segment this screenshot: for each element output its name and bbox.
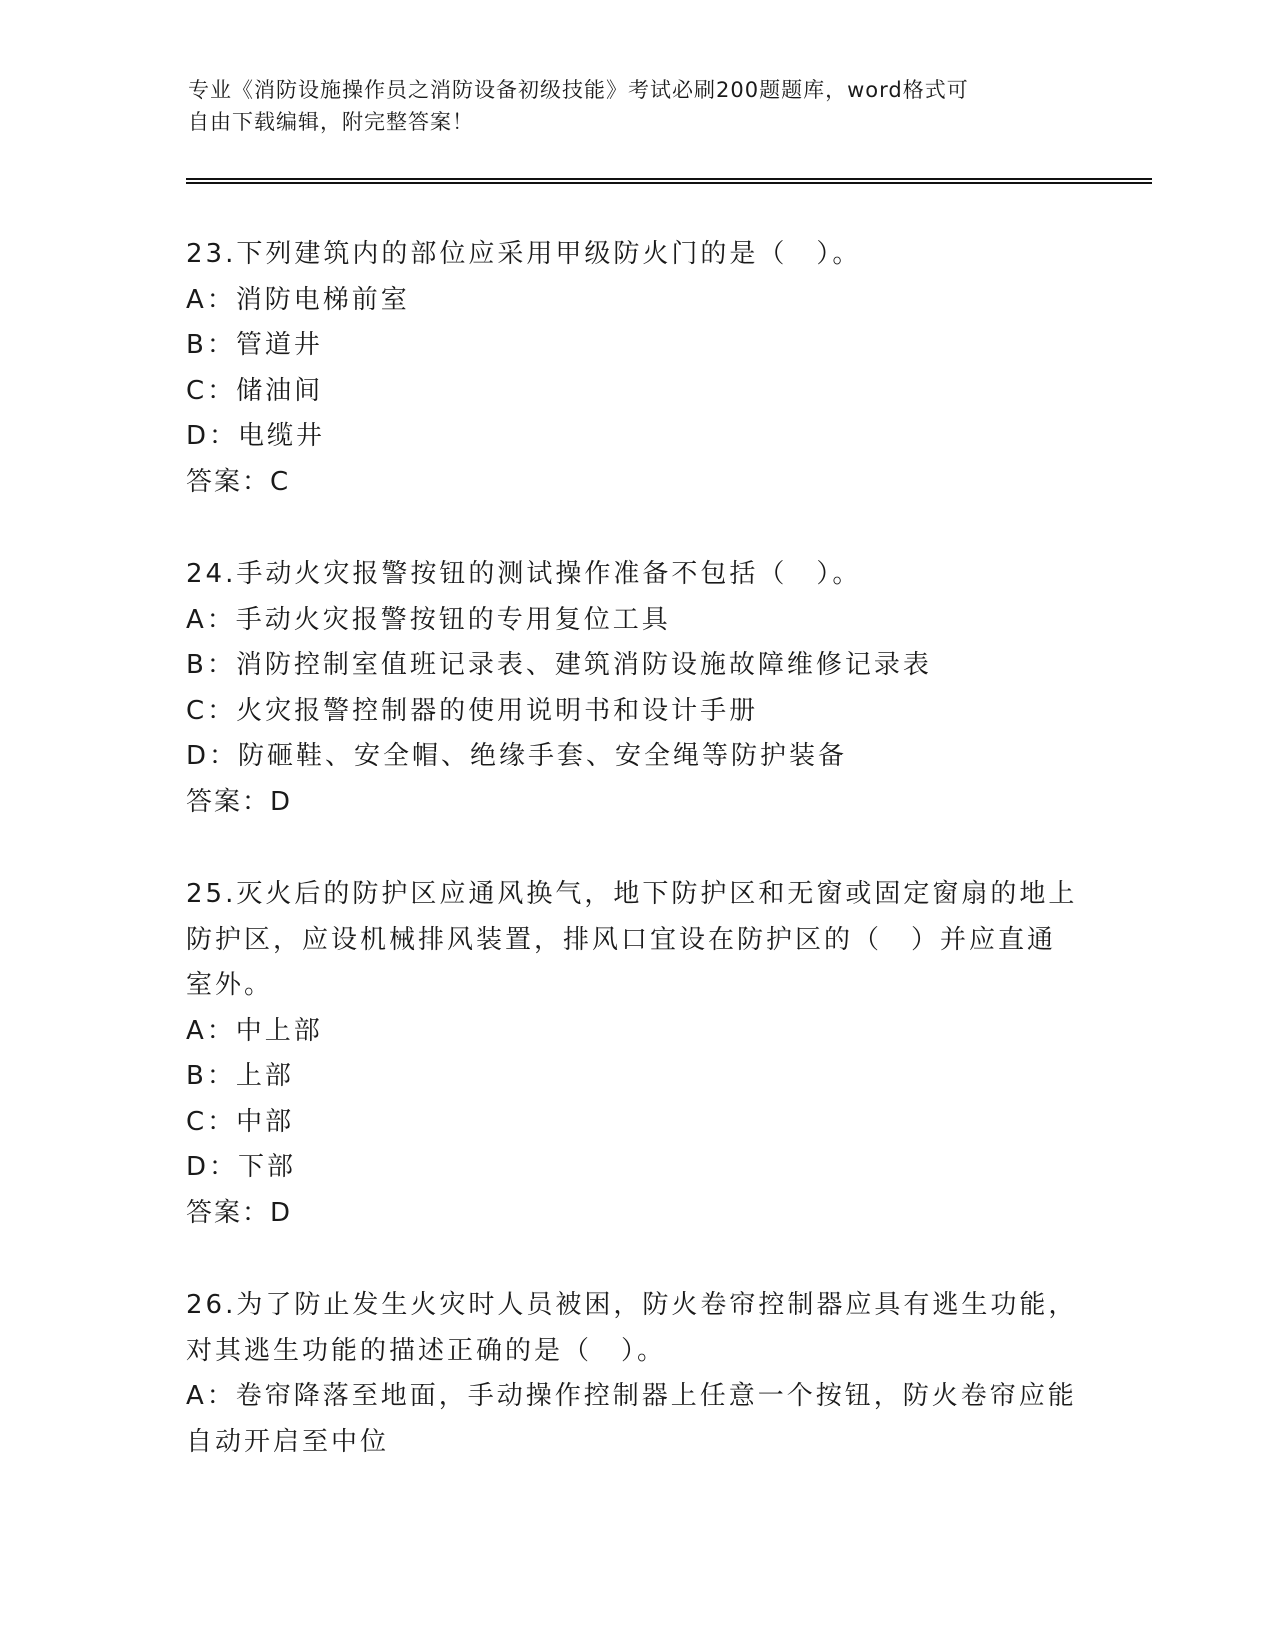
option-c: C：火灾报警控制器的使用说明书和设计手册 bbox=[186, 695, 759, 726]
answer-label: 答案： bbox=[186, 466, 271, 497]
question-text: 对其逃生功能的描述正确的是（ ）。 bbox=[186, 1335, 667, 1366]
question-text: 25.灭火后的防护区应通风换气，地下防护区和无窗或固定窗扇的地上 bbox=[186, 879, 1078, 909]
question-text: 26.为了防止发生火灾时人员被困，防火卷帘控制器应具有逃生功能， bbox=[186, 1290, 1078, 1320]
option-d: D：防砸鞋、安全帽、绝缘手套、安全绳等防护装备 bbox=[186, 741, 848, 771]
option-c: C：储油间 bbox=[186, 375, 324, 406]
option-a: A：卷帘降落至地面，手动操作控制器上任意一个按钮，防火卷帘应能 bbox=[186, 1381, 1077, 1411]
option-a: A：消防电梯前室 bbox=[186, 284, 410, 315]
answer-value: C bbox=[270, 466, 292, 497]
option-a: A：手动火灾报警按钮的专用复位工具 bbox=[186, 604, 671, 635]
question-23 bbox=[186, 232, 1086, 505]
option-a-continued: 自动开启至中位 bbox=[186, 1426, 390, 1457]
answer-line bbox=[186, 1191, 1086, 1237]
answer-value: D bbox=[270, 1197, 294, 1228]
answer-label: 答案： bbox=[186, 1197, 271, 1228]
option-b: B：上部 bbox=[186, 1061, 294, 1091]
question-text: 防护区，应设机械排风装置，排风口宜设在防护区的（ ）并应直通 bbox=[186, 924, 1057, 955]
header-divider bbox=[186, 178, 1152, 184]
document-header bbox=[188, 74, 1068, 138]
question-25 bbox=[186, 872, 1086, 1236]
question-text: 23.下列建筑内的部位应采用甲级防火门的是（ ）。 bbox=[186, 239, 862, 269]
option-b: B：管道井 bbox=[186, 330, 323, 360]
answer-line bbox=[186, 780, 1086, 826]
answer-value: D bbox=[270, 786, 294, 817]
option-a: A：中上部 bbox=[186, 1015, 323, 1046]
question-text: 24.手动火灾报警按钮的测试操作准备不包括（ ）。 bbox=[186, 559, 862, 589]
answer-label: 答案： bbox=[186, 786, 271, 817]
option-d: D：下部 bbox=[186, 1152, 297, 1182]
header-line: 自由下载编辑，附完整答案！ bbox=[188, 110, 474, 134]
question-text: 室外。 bbox=[186, 970, 274, 1000]
option-b: B：消防控制室值班记录表、建筑消防设施故障维修记录表 bbox=[186, 650, 932, 680]
question-list bbox=[186, 232, 1086, 1512]
header-line: 专业《消防设施操作员之消防设备初级技能》考试必刷200题题库，word格式可 bbox=[188, 78, 969, 102]
answer-line bbox=[186, 460, 1086, 506]
question-26 bbox=[186, 1283, 1086, 1465]
question-24 bbox=[186, 552, 1086, 825]
option-d: D：电缆井 bbox=[186, 421, 326, 451]
option-c: C：中部 bbox=[186, 1106, 295, 1137]
